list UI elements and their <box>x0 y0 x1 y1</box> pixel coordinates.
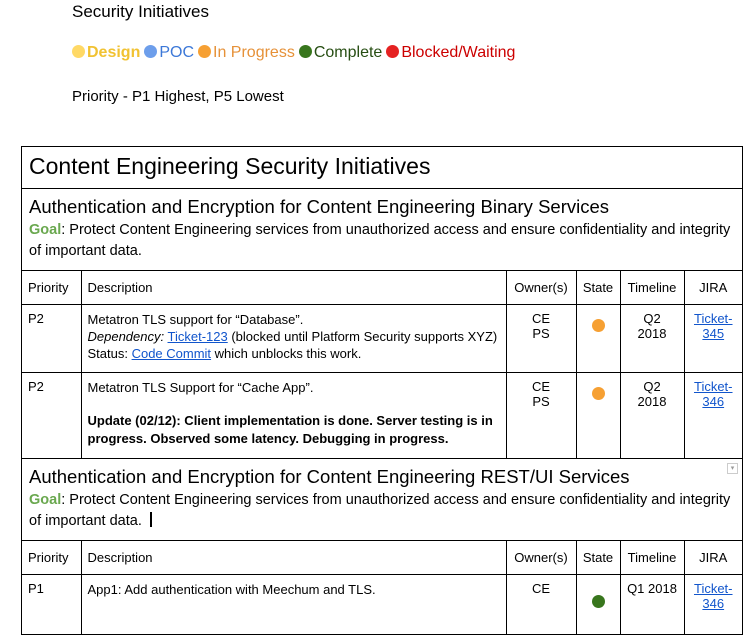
section-goal <box>29 490 735 532</box>
table-row <box>22 575 742 635</box>
legend-dot-design <box>72 45 85 58</box>
jira-ticket-link[interactable] <box>694 379 733 409</box>
jira-ticket-link[interactable] <box>694 311 733 341</box>
timeline-year: 2018 <box>637 394 667 409</box>
jira-ticket-link[interactable] <box>694 581 733 611</box>
legend-label-poc: POC <box>159 44 195 61</box>
owner: PS <box>532 326 550 341</box>
table-row <box>22 305 742 373</box>
section-goal <box>29 220 735 262</box>
description-text: Metatron TLS Support for “Cache App”. <box>87 380 314 395</box>
column-header-state: State <box>576 541 620 575</box>
state-complete-dot <box>592 595 605 608</box>
row-description <box>81 373 506 459</box>
section-title: Authentication and Encryption for Content Engineering Binary Services <box>29 196 610 217</box>
dependency-label: Dependency: <box>87 329 165 344</box>
section-rest-ui-services[interactable] <box>22 459 742 541</box>
row-timeline <box>620 373 684 459</box>
row-state <box>576 373 620 459</box>
description-text: App1: Add authentication with Meechum and TLS. <box>87 582 376 597</box>
owner: CE <box>531 379 551 394</box>
status-label: Status: <box>87 346 132 361</box>
table-header-row <box>22 271 742 305</box>
row-jira <box>684 373 742 459</box>
row-priority: P2 <box>22 305 81 373</box>
legend-item-blocked <box>386 44 515 62</box>
row-timeline <box>620 575 684 635</box>
owner: CE <box>531 581 551 596</box>
goal-text: : Protect Content Engineering services from unauthorized access and ensure confidentiality and integrity of important data. <box>29 222 731 259</box>
row-jira <box>684 575 742 635</box>
legend-dot-complete <box>299 45 312 58</box>
dependency-ticket-link[interactable]: Ticket-123 <box>167 329 228 344</box>
binary-services-table <box>22 271 742 459</box>
dropdown-menu-icon[interactable]: ▾ <box>727 463 738 474</box>
legend-label-design: Design <box>87 44 141 61</box>
rest-ui-services-table <box>22 541 742 635</box>
goal-label: Goal <box>29 222 62 238</box>
column-header-description: Description <box>81 271 506 305</box>
legend-item-poc <box>144 44 194 62</box>
row-jira <box>684 305 742 373</box>
row-owners <box>506 305 576 373</box>
column-header-owners: Owner(s) <box>506 541 576 575</box>
row-priority: P2 <box>22 373 81 459</box>
update-text: Update (02/12): Client implementation is done. Server testing is in progress. Observed some latency. Debugging in progress. <box>87 413 493 446</box>
state-legend <box>72 44 519 62</box>
dependency-text: (blocked until Platform Security supports XYZ) <box>227 329 498 344</box>
owner: PS <box>532 394 550 409</box>
priority-note: Priority - P1 Highest, P5 Lowest <box>72 88 284 105</box>
column-header-timeline: Timeline <box>620 541 684 575</box>
column-header-timeline: Timeline <box>620 271 684 305</box>
row-owners <box>506 575 576 635</box>
row-owners <box>506 373 576 459</box>
row-timeline <box>620 305 684 373</box>
owner: CE <box>531 311 551 326</box>
timeline-year: 2018 <box>637 326 667 341</box>
section-title: Authentication and Encryption for Content Engineering REST/UI Services <box>29 466 630 487</box>
legend-dot-blocked <box>386 45 399 58</box>
goal-label: Goal <box>29 492 62 508</box>
section-binary-services[interactable] <box>22 189 742 271</box>
row-priority: P1 <box>22 575 81 635</box>
legend-label-complete: Complete <box>313 44 383 61</box>
jira-ticket-prefix: Ticket- <box>693 581 733 596</box>
row-description <box>81 575 506 635</box>
legend-dot-in-progress <box>198 45 211 58</box>
column-header-jira: JIRA <box>684 541 742 575</box>
row-description <box>81 305 506 373</box>
description-text: Metatron TLS support for “Database”. <box>87 312 304 327</box>
column-header-description: Description <box>81 541 506 575</box>
jira-ticket-number: 345 <box>702 326 725 341</box>
column-header-priority: Priority <box>22 541 81 575</box>
jira-ticket-number: 346 <box>702 394 725 409</box>
legend-item-design <box>72 44 140 62</box>
status-text: which unblocks this work. <box>211 346 362 361</box>
column-header-jira: JIRA <box>684 271 742 305</box>
legend-dot-poc <box>144 45 157 58</box>
column-header-state: State <box>576 271 620 305</box>
legend-item-complete <box>299 44 382 62</box>
jira-ticket-prefix: Ticket- <box>693 379 733 394</box>
row-state <box>576 575 620 635</box>
table-header-row <box>22 541 742 575</box>
row-state <box>576 305 620 373</box>
state-in-progress-dot <box>592 387 605 400</box>
document-title[interactable]: Content Engineering Security Initiatives <box>22 147 742 189</box>
column-header-owners: Owner(s) <box>506 271 576 305</box>
state-in-progress-dot <box>592 319 605 332</box>
legend-item-in-progress <box>198 44 295 62</box>
initiatives-document <box>21 146 743 635</box>
jira-ticket-number: 346 <box>702 596 725 611</box>
legend-label-blocked: Blocked/Waiting <box>401 44 516 61</box>
code-commit-link[interactable]: Code Commit <box>131 346 212 361</box>
page-title: Security Initiatives <box>72 2 209 21</box>
timeline-quarter: Q2 <box>643 379 661 394</box>
dependency-line <box>88 328 500 345</box>
timeline-quarter: Q1 2018 <box>627 581 677 596</box>
timeline-quarter: Q2 <box>643 311 661 326</box>
column-header-priority: Priority <box>22 271 81 305</box>
table-row <box>22 373 742 459</box>
status-line <box>88 345 500 362</box>
text-cursor <box>150 512 152 527</box>
jira-ticket-prefix: Ticket- <box>693 311 733 326</box>
legend-label-in-progress: In Progress <box>213 44 295 61</box>
goal-text: : Protect Content Engineering services from unauthorized access and ensure confidentiality and integrity of important data. <box>29 492 731 529</box>
